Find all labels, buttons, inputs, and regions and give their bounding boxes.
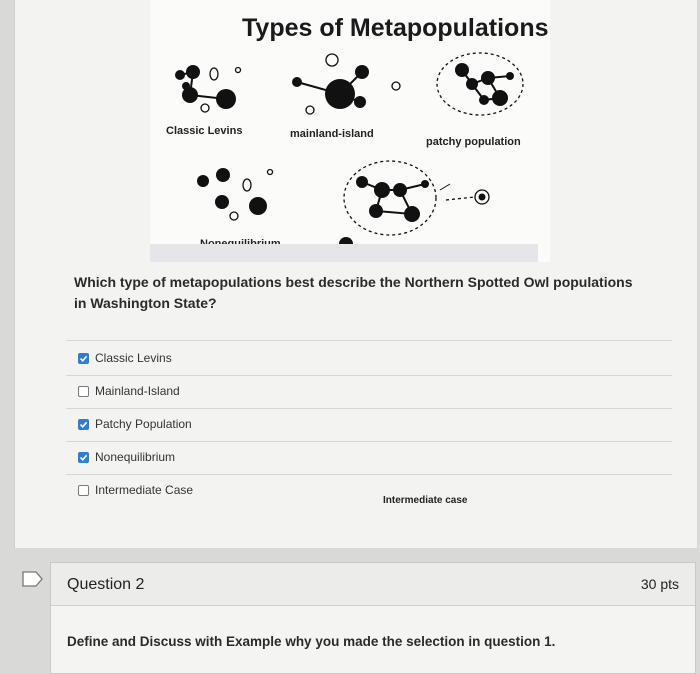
option-label: Intermediate Case [95,483,194,497]
mainland-island-label: mainland-island [290,128,374,140]
option-label: Patchy Population [95,417,192,431]
option-nonequilibrium[interactable] [78,450,175,464]
checkbox-checked-icon[interactable] [78,452,89,463]
question-2-text: Define and Discuss with Example why you made the selection in question 1. [67,634,556,649]
figure-title: Types of Metapopulations [242,14,549,42]
divider [66,474,672,475]
intermediate-case-label: Intermediate case [383,495,468,506]
question-2-header [51,563,695,606]
checkbox-checked-icon[interactable] [78,353,89,364]
checkbox-unchecked-icon[interactable] [78,386,89,397]
classic-levins-label: Classic Levins [166,125,243,137]
option-classic-levins[interactable] [78,351,172,365]
question-2-card [50,562,696,674]
checkbox-unchecked-icon[interactable] [78,485,89,496]
divider [66,375,672,376]
divider [66,340,672,341]
question-1-text: Which type of metapopulations best describe the Northern Spotted Owl populations in Washington State? [74,274,633,311]
question-2-points: 30 pts [640,576,679,592]
flag-question-icon[interactable] [22,571,44,587]
option-label: Nonequilibrium [95,450,176,464]
metapopulations-figure [150,0,550,262]
option-mainland-island[interactable] [78,384,180,398]
divider [66,441,672,442]
option-patchy-population[interactable] [78,417,192,431]
option-intermediate-case[interactable] [78,483,193,497]
option-label: Mainland-Island [95,384,180,398]
option-label: Classic Levins [95,351,172,365]
patchy-population-label: patchy population [426,136,521,148]
checkbox-checked-icon[interactable] [78,419,89,430]
divider [66,408,672,409]
question-2-title: Question 2 [67,576,145,593]
